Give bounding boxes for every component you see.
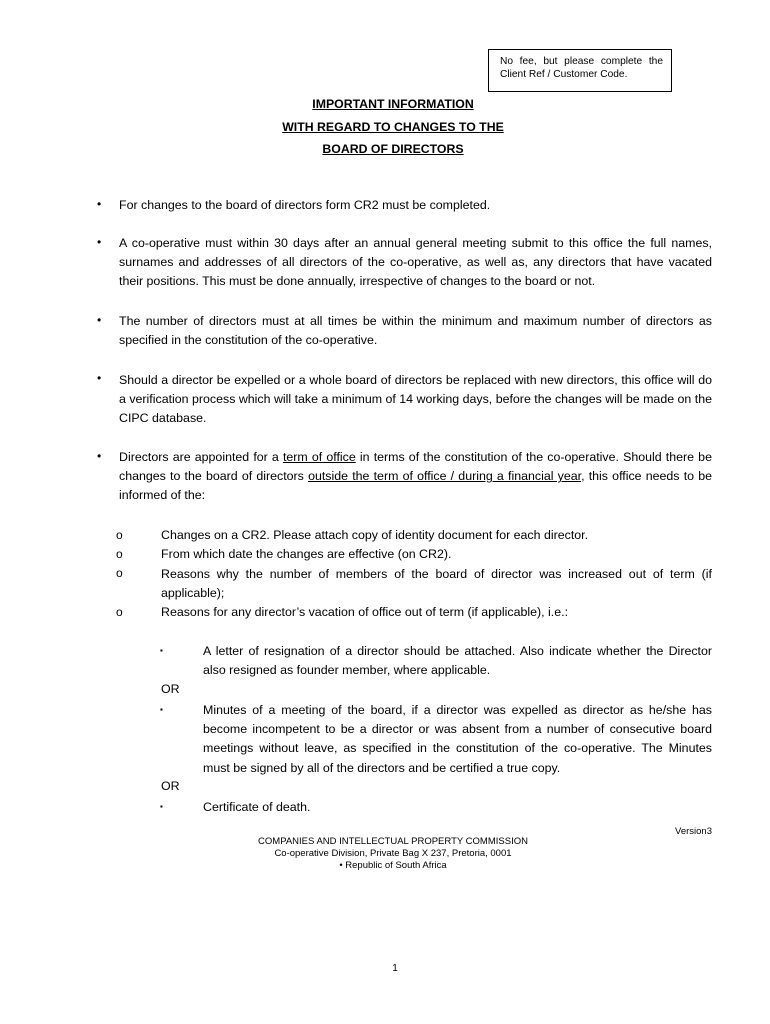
title-line-2: WITH REGARD TO CHANGES TO THE: [282, 120, 504, 134]
sub-marker: o: [116, 566, 123, 580]
bullet-5-text: [119, 448, 712, 506]
term-of-office-underline: term of office: [282, 450, 356, 464]
or-label: OR: [161, 779, 180, 793]
or-label: OR: [161, 682, 180, 696]
bullet-marker: •: [97, 235, 102, 249]
bullet-marker: •: [97, 197, 102, 211]
footer-line-2: Co-operative Division, Private Bag X 237, Pretoria, 0001: [274, 848, 512, 859]
sub-item-1: Changes on a CR2. Please attach copy of identity document for each director.: [161, 528, 589, 542]
bullet-marker: •: [97, 371, 102, 385]
sub-item-2: From which date the changes are effective (on CR2).: [161, 547, 452, 561]
bullet-3-text: The number of directors must at all times be within the minimum and maximum number of directors as specified in the constitution of the co-operative.: [119, 314, 712, 348]
notice-box: No fee, but please complete the Client Ref / Customer Code.: [488, 49, 672, 92]
title-line-3: BOARD OF DIRECTORS: [322, 142, 464, 156]
sub-item-3: Reasons why the number of members of the board of director was increased out of term (if applicable);: [161, 567, 712, 601]
sub-marker: o: [116, 547, 123, 561]
sub-item-4: Reasons for any director’s vacation of office out of term (if applicable), i.e.:: [161, 605, 569, 619]
footer-line-3: • Republic of South Africa: [339, 860, 447, 871]
version-label: Version3: [675, 826, 712, 837]
outside-term-underline: outside the term of office / during a financial year: [308, 469, 582, 484]
title-line-1: IMPORTANT INFORMATION: [312, 97, 474, 111]
bullet-4-text: Should a director be expelled or a whole board of directors be replaced with new directors, this office will do a verification process which will take a minimum of 14 working days, before the changes will be made on the CIPC database.: [119, 373, 712, 426]
bullet-marker: •: [97, 449, 102, 463]
bullet-1-text: For changes to the board of directors form CR2 must be completed.: [119, 198, 491, 212]
subsub-marker: ▪: [160, 802, 163, 811]
subsub-marker: ▪: [160, 705, 163, 714]
footer-line-1: COMPANIES AND INTELLECTUAL PROPERTY COMMISSION: [258, 836, 528, 847]
bullet-5-part-1: Directors are appointed for a: [119, 450, 283, 464]
bullet-5-part-2: in terms of the constitution of the co-operative. Should there be changes to the board of directors: [119, 450, 712, 484]
subsub-marker: ▪: [160, 646, 163, 655]
subsub-item-2: Minutes of a meeting of the board, if a director was expelled as director as he/she has become incompetent to be a director or was absent from a number of consecutive board meetings without leave, as specified in the constitution of the co-operative. The Minutes must be signed by all of the directors and be certified a true copy.: [203, 703, 712, 775]
subsub-item-1: A letter of resignation of a director should be attached. Also indicate whether the Director also resigned as founder member, where applicable.: [203, 644, 712, 678]
page-number: 1: [392, 963, 398, 974]
sub-marker: o: [116, 528, 123, 542]
sub-marker: o: [116, 605, 123, 619]
subsub-item-3: Certificate of death.: [203, 800, 311, 814]
bullet-5-part-3: , this office needs to be informed of the:: [119, 469, 712, 503]
bullet-marker: •: [97, 313, 102, 327]
bullet-2-text: A co-operative must within 30 days after an annual general meeting submit to this office the full names, surnames and addresses of all directors of the co-operative, as well as, any directors that have vacated their positions. This must be done annually, irrespective of changes to the board or not.: [119, 236, 712, 289]
